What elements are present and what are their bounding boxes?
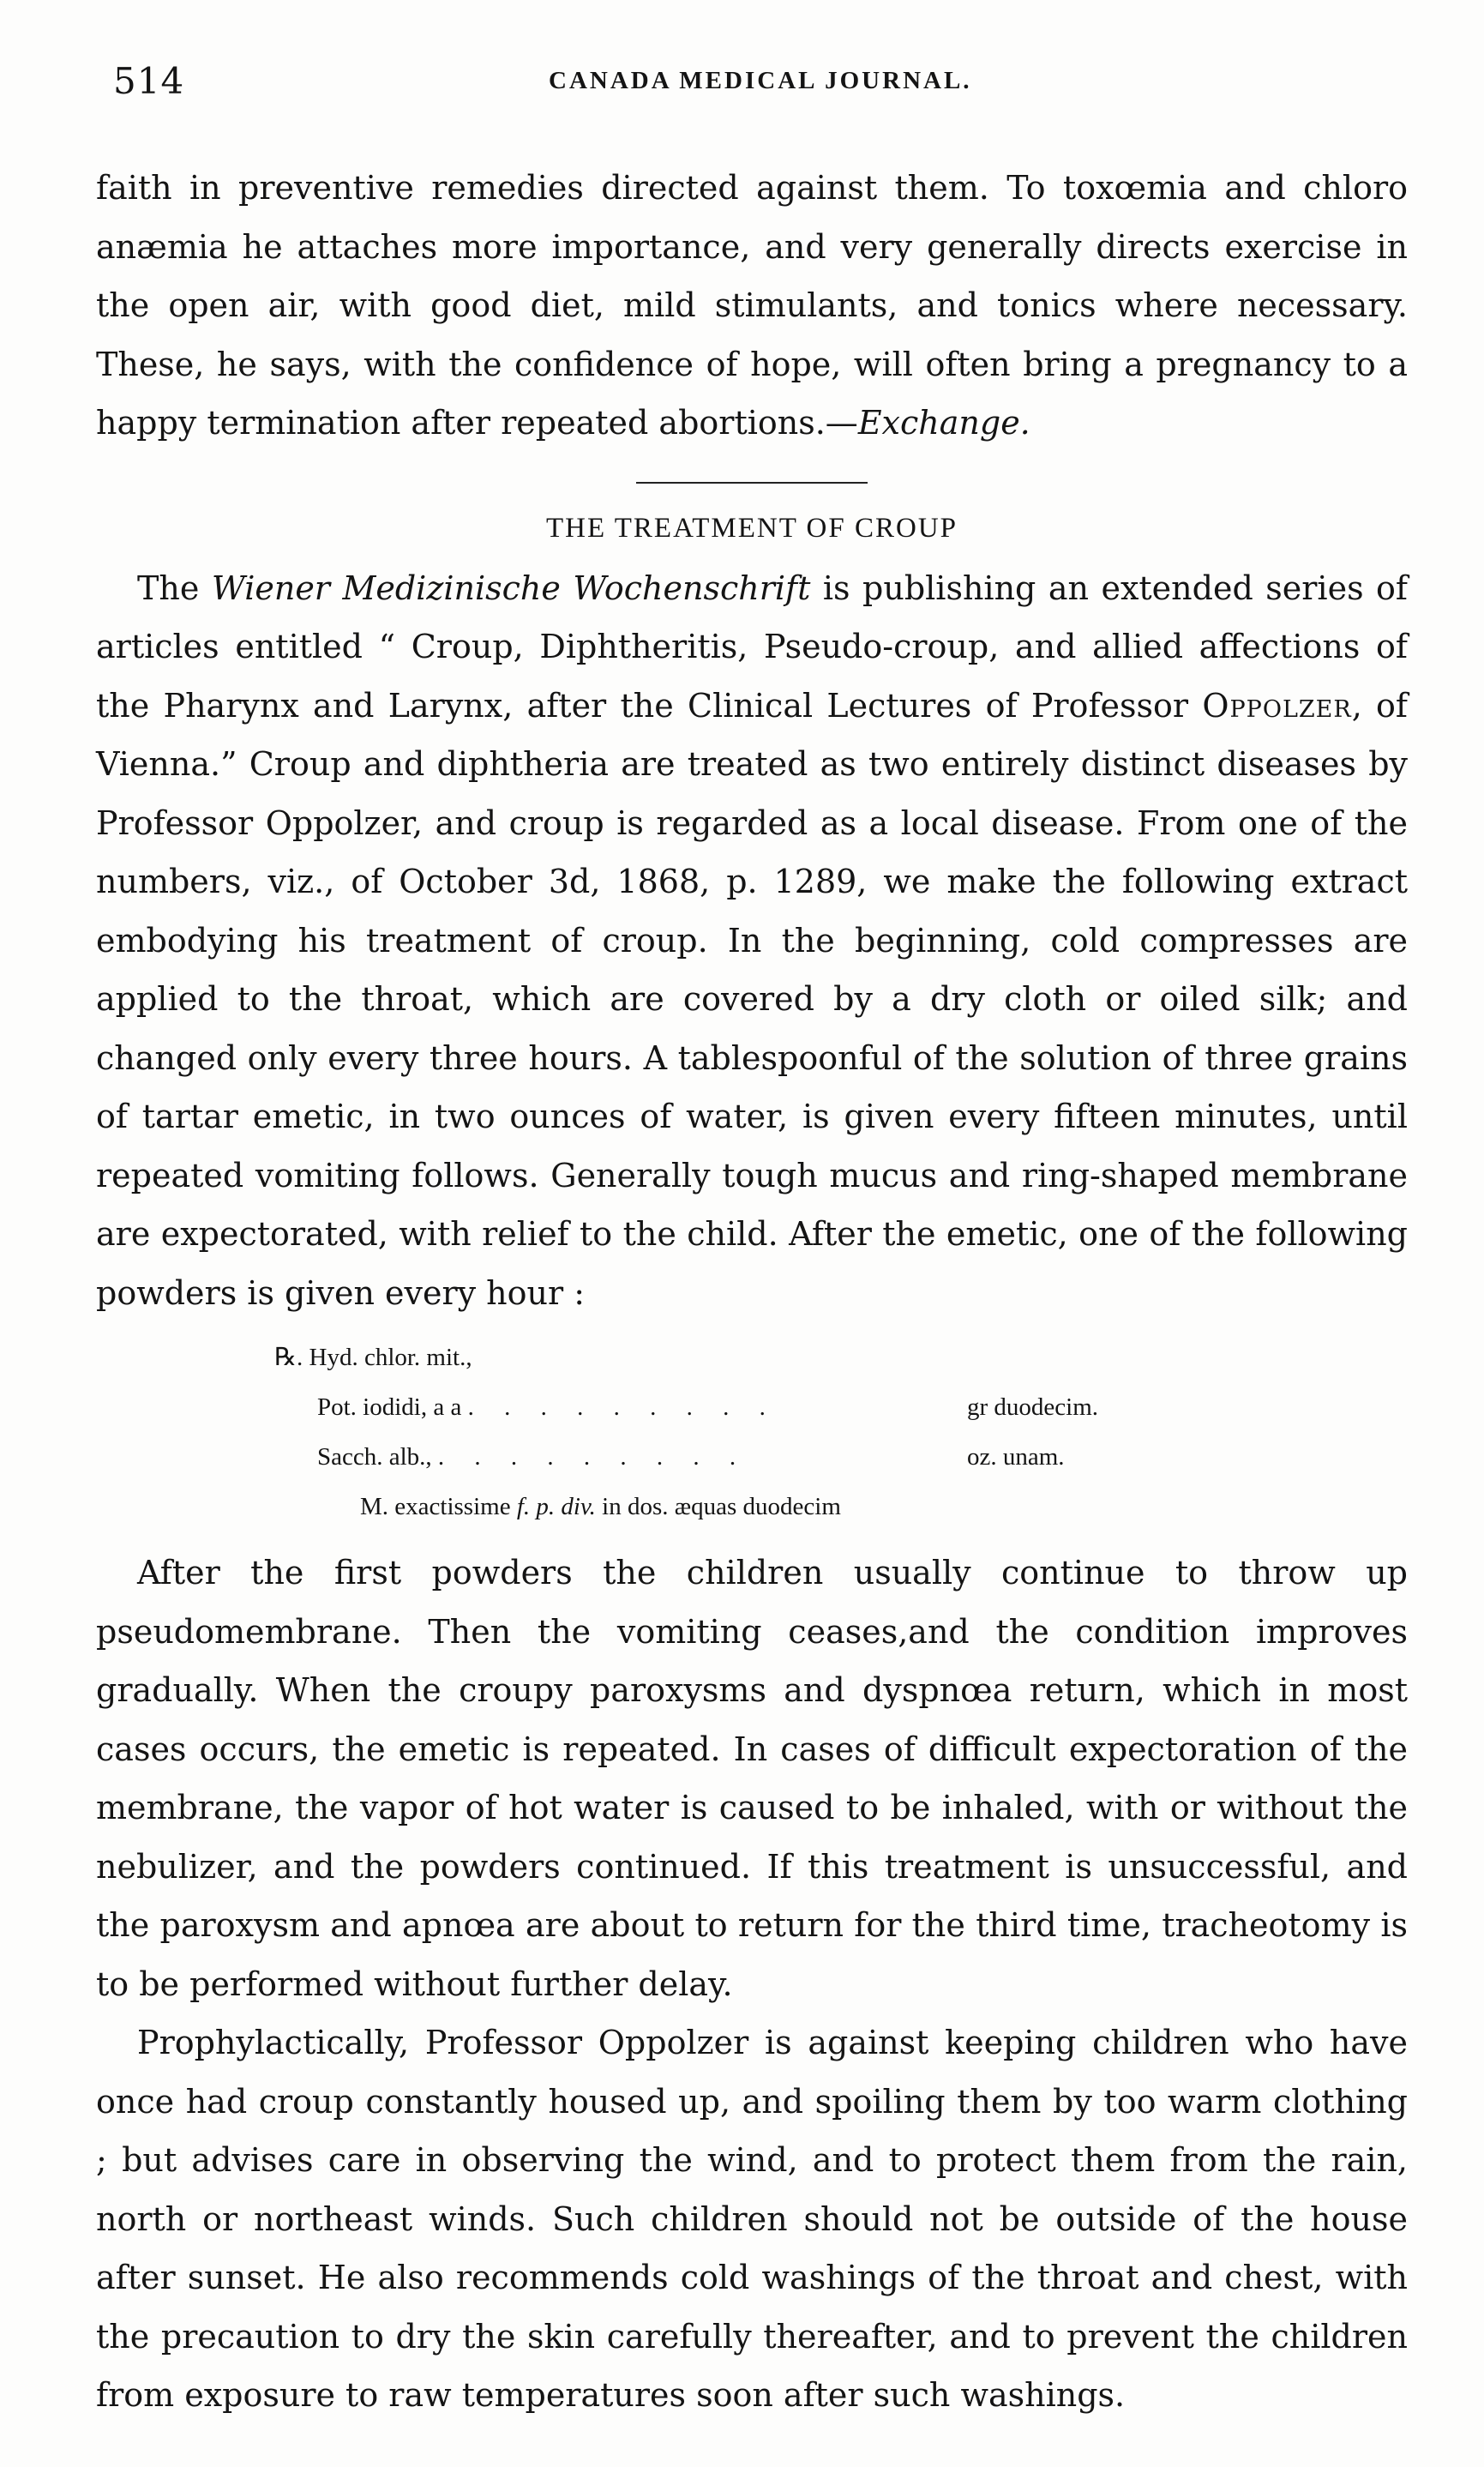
previous-article-source: Exchange. [857, 404, 1030, 442]
prescription-line-4 [96, 1482, 1408, 1531]
prescription-directions-italic: f. p. div. [516, 1493, 596, 1520]
prescription-line-2 [96, 1382, 1408, 1432]
text-column [96, 159, 1408, 2425]
prescription-amount-2: gr duodecim. [967, 1393, 1099, 1421]
section-divider [636, 482, 868, 484]
previous-article-ending [96, 159, 1408, 453]
prescription-block [96, 1333, 1408, 1531]
paragraph-3: Prophylactically, Professor Oppolzer is against keeping children who have once had croup constantly housed up, and spoiling them by too warm clothing ; but advises care in observing the wind, and to protect them from the rain, north or northeast winds. Such children should not be outside of the house after sunset. He also recommends cold washings of the throat and chest, with the precaution to dry the skin carefully thereafter, and to prevent the children from exposure to raw temperatures soon after such washings. [96, 2024, 1408, 2414]
running-head: CANADA MEDICAL JOURNAL. [549, 67, 972, 94]
prescription-directions-lead: M. exactissime [360, 1493, 517, 1520]
prescription-line-3 [96, 1432, 1408, 1482]
professor-name: Oppolzer [1202, 686, 1352, 725]
page-number: 514 [113, 60, 185, 102]
paragraph-1 [96, 559, 1408, 1323]
prescription-ingredient-2: Pot. iodidi, a a [317, 1393, 462, 1421]
journal-title: Wiener Medizinische Wochenschrift [211, 569, 811, 607]
previous-article-text: faith in preventive remedies directed against them. To toxœmia and chloro anæmia he attaches more importance, and very generally directs exercise in the open air, with good diet, mild stimulants, and tonics where necessary. These, he says, with the confidence of hope, will often bring a pregnancy to a happy termination after repeated abortions.— [96, 169, 1408, 442]
prescription-ingredient-3: Sacch. alb., [317, 1443, 432, 1471]
p1-mid: is publishing an extended series of articles entitled “ Croup, Diphtheritis, Pseudo-croup, and allied affections of the Pharynx and Larynx, after the Clinical Lectures of Professor [96, 569, 1408, 725]
p1-lead: The [137, 569, 212, 607]
section-title: THE TREATMENT OF CROUP [545, 512, 958, 544]
page-header [0, 60, 1484, 129]
paragraph-2: After the first powders the children usually continue to throw up pseudomembrane. Then the vomiting ceases,and the condition improves gradually. When the croupy paroxysms and dyspnœa return, which in most cases occurs, the emetic is repeated. In cases of difficult expectoration of the membrane, the vapor of hot water is caused to be inhaled, with or without the nebulizer, and the powders continued. If this treatment is unsuccessful, and the paroxysm and apnœa are about to return for the third time, tracheotomy is to be performed without further delay. [96, 1554, 1408, 2003]
prescription-line-1: ℞. Hyd. chlor. mit., [274, 1344, 472, 1371]
prescription-amount-3: oz. unam. [967, 1443, 1065, 1471]
prescription-directions-rest: in dos. æquas duodecim [595, 1493, 841, 1520]
prescription-leader-2: . . . . . . . . . [467, 1393, 778, 1421]
p1-rest: , of Vienna.” Croup and diphtheria are treated as two entirely distinct diseases by Professor Oppolzer, and croup is regarded as a local disease. From one of the numbers, viz., of October 3d, 1868, p. 1289, we make the following extract embodying his treatment of croup. In the beginning, cold compresses are applied to the throat, which are covered by a dry cloth or oiled silk; and changed only every three hours. A tablespoonful of the solution of three grains of tartar emetic, in two ounces of water, is given every fifteen minutes, until repeated vomiting follows. Generally tough mucus and ring-shaped membrane are expectorated, with relief to the child. After the emetic, one of the following powders is given every hour : [96, 686, 1408, 1312]
prescription-leader-3: . . . . . . . . . [437, 1443, 748, 1471]
